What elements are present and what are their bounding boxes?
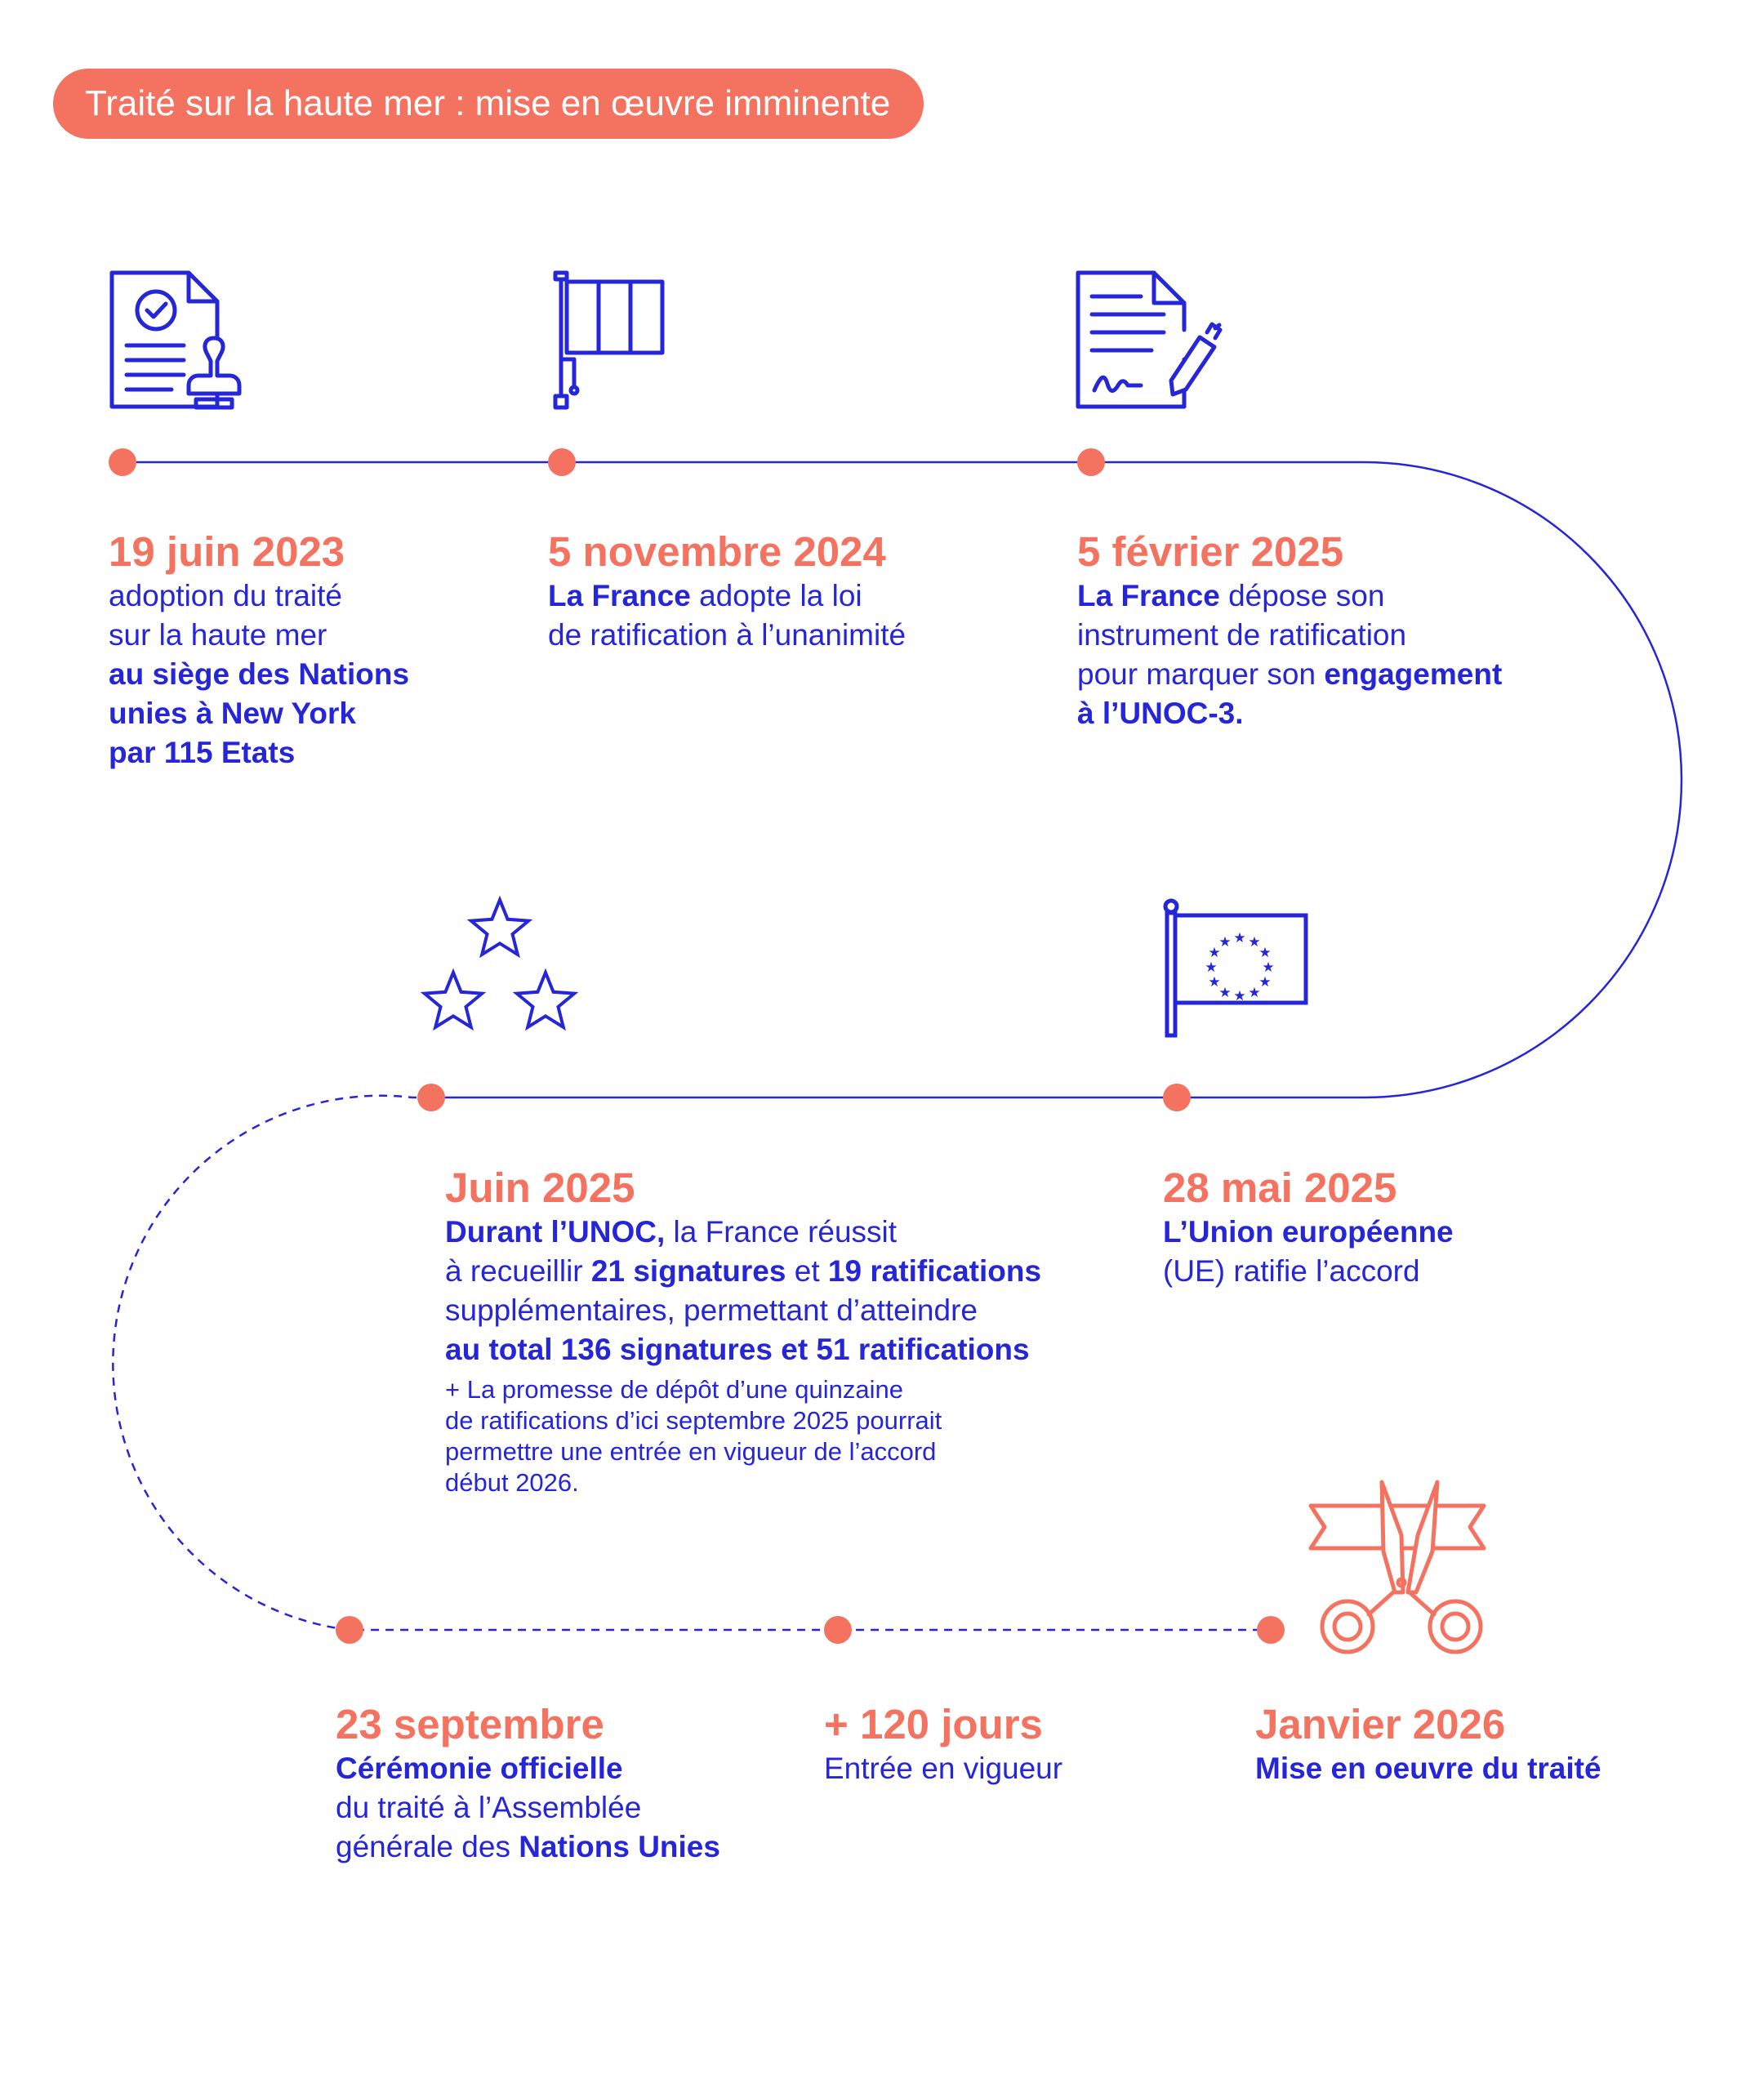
- milestone-dot-2025-05: [1163, 1084, 1191, 1111]
- three-stars-icon: [425, 900, 574, 1027]
- scissors-ribbon-icon: [1311, 1482, 1484, 1652]
- svg-text:★: ★: [1248, 985, 1261, 1001]
- event-date: 28 mai 2025: [1163, 1164, 1397, 1211]
- milestone-dot-2026-01: [1257, 1616, 1285, 1644]
- title-text: Traité sur la haute mer : mise en œuvre imminente: [85, 83, 891, 123]
- event-description: Entrée en vigueur: [824, 1752, 1063, 1785]
- event-2026-01: [1255, 1700, 1601, 1788]
- event-2023-06-19: [109, 528, 409, 772]
- event-note: + La promesse de dépôt d’une quinzaine de ratifications d’ici septembre 2025 pourrait permettre une entrée en vigueur de l’accord début 2026.: [445, 1375, 942, 1497]
- french-flag-icon: [555, 273, 662, 407]
- stamped-document-icon: [112, 273, 239, 407]
- svg-text:★: ★: [1205, 959, 1218, 976]
- svg-text:★: ★: [1258, 974, 1272, 991]
- svg-text:★: ★: [1208, 974, 1221, 991]
- svg-text:★: ★: [1233, 930, 1246, 946]
- event-date: 19 juin 2023: [109, 528, 345, 575]
- milestone-dot-120-days: [824, 1616, 852, 1644]
- title-banner: [53, 69, 924, 139]
- svg-text:★: ★: [1262, 959, 1275, 976]
- event-2025-05-28: [1163, 1164, 1454, 1291]
- svg-text:★: ★: [1208, 945, 1221, 961]
- event-date: 5 février 2025: [1077, 528, 1344, 575]
- event-date: 23 septembre: [336, 1701, 604, 1747]
- svg-text:★: ★: [1248, 934, 1261, 950]
- milestone-dot-2024-11: [548, 448, 576, 476]
- svg-text:★: ★: [1258, 945, 1272, 961]
- svg-text:★: ★: [1218, 934, 1232, 950]
- eu-flag-icon: [1165, 901, 1306, 1035]
- svg-text:★: ★: [1233, 988, 1246, 1004]
- event-2024-11-05: [548, 528, 906, 655]
- signed-document-icon: [1078, 273, 1220, 407]
- milestone-dot-2025-02: [1077, 448, 1105, 476]
- event-description: Mise en oeuvre du traité: [1255, 1752, 1601, 1785]
- milestone-dot-2023-06: [109, 448, 136, 476]
- milestone-dot-2025-06: [417, 1084, 445, 1111]
- eu-stars: [1205, 930, 1274, 1004]
- event-date: Janvier 2026: [1255, 1701, 1506, 1747]
- event-2025-02-05: [1077, 528, 1502, 733]
- event-description: Durant l’UNOC, la France réussit à recueillir 21 signatures et 19 ratifications supplémentaires, permettant d’atteindre au total 136 signatures et 51 ratifications: [445, 1215, 1042, 1366]
- milestone-dot-2025-09: [336, 1616, 363, 1644]
- event-description: Cérémonie officielle du traité à l’Assemblée générale des Nations Unies: [336, 1752, 720, 1863]
- event-date: Juin 2025: [445, 1164, 635, 1211]
- svg-text:★: ★: [1218, 985, 1232, 1001]
- event-2025-09-23: [336, 1700, 720, 1867]
- event-description: adoption du traité sur la haute mer au siège des Nations unies à New York par 115 Etats: [109, 579, 410, 769]
- event-date: 5 novembre 2024: [548, 528, 886, 575]
- event-description: La France dépose son instrument de ratification pour marquer son engagement à l’UNOC-3.: [1077, 579, 1503, 730]
- event-2025-06: [445, 1164, 1041, 1498]
- event-description: L’Union européenne (UE) ratifie l’accord: [1163, 1215, 1454, 1288]
- event-description: La France adopte la loi de ratification à l’unanimité: [548, 579, 906, 652]
- event-date: + 120 jours: [824, 1701, 1043, 1747]
- event-120-days: [824, 1700, 1062, 1788]
